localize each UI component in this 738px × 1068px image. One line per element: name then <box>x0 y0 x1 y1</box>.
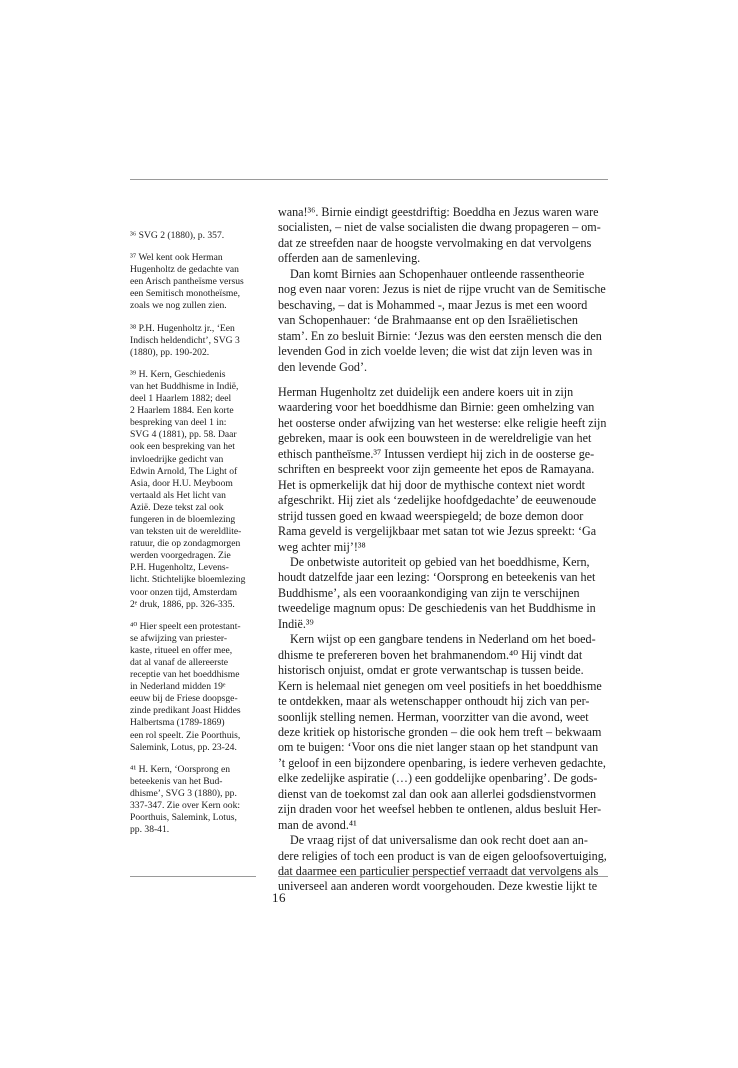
section-gap <box>278 375 610 385</box>
footnote-bottom-rule <box>130 876 256 877</box>
footnote-41: ⁴¹ H. Kern, ‘Oorsprong en beteekenis van het Bud- dhisme’, SVG 3 (1880), pp. 337-347. Zie over Kern ook: Poorthuis, Salemink, Lotus, pp. 38-41. <box>130 763 241 836</box>
footnote-40: ⁴⁰ Hier speelt een protestant- se afwijzing van priester- kaste, ritueel en offer mee, dat al vanaf de allereerste receptie van het boeddhisme in Nederland midden 19ᵉ eeuw bij de Friese doopsge- zinde predikant Joast Hiddes Halbertsma (1789-1869) een rol speelt. Zie Poorthuis, Salemink, Lotus, pp. 23-24. <box>130 620 241 753</box>
footnotes-column <box>130 230 258 846</box>
footnote-38: ³⁸ P.H. Hugenholtz jr., ‘Een Indisch heldendicht’, SVG 3 (1880), pp. 190-202. <box>130 322 240 358</box>
paragraph-herman-hugenholtz: Herman Hugenholtz zet duidelijk een andere koers uit in zijn waardering voor het boeddhisme dan Birnie: geen omhelzing van het oosterse onder afwijzing van het westerse: elke religie heeft zijn gebreken, maar is ook een bouwsteen in de wereldreligie van het ethisch pantheïsme.³⁷ Intussen verdiept hij zich in de oosterse ge- schriften en bespreekt voor zijn gemeente het epos de Ramayana. Het is opmerkelijk dat hij door de mythische context niet wordt afgeschrikt. Hij ziet als ‘zedelijke hoofdgedachte’ de eeuwenoude strijd tussen goed en kwaad weerspiegeld; de boze demon door Rama geveld is vergelijkbaar met satan tot wie Jezus spreekt: ‘Ga weg achter mij’!³⁸ <box>278 384 607 554</box>
page-number: 16 <box>272 890 286 905</box>
footnote-37: ³⁷ Wel kent ook Herman Hugenholtz de gedachte van een Arisch pantheïsme versus een Semitisch monotheïsme, zoals we nog zullen zien. <box>130 252 244 312</box>
paragraph-kern-lecture: De onbetwiste autoriteit op gebied van het boeddhisme, Kern, houdt datzelfde jaar een lezing: ‘Oorsprong en beteekenis van het Buddhisme’, als een vooraankondiging van zijn te verschijnen tweedelige magnum opus: De geschiedenis van het Buddhisme in Indië.³⁹ <box>278 554 596 631</box>
main-text-column <box>278 205 610 895</box>
main-bottom-rule <box>278 876 608 877</box>
top-rule <box>130 179 608 180</box>
footnote-36: ³⁶ SVG 2 (1880), p. 357. <box>130 230 225 241</box>
paragraph-kern-tendency: Kern wijst op een gangbare tendens in Nederland om het boed- dhisme te prefereren boven het brahmanendom.⁴⁰ Hij vindt dat historisch onjuist, omdat er grote verwantschap is tussen beide. Kern is helemaal niet genegen om veel positiefs in het boeddhisme te ontdekken, maar als wetenschapper onthoudt hij zich van per- soonlijk stelling nemen. Herman, voorzitter van die avond, weet deze kritiek op historische gronden – die ook hem treft – bekwaam om te buigen: ‘Voor ons die niet langer staan op het standpunt van ’t geloof in een bijzondere openbaring, is iedere verheven gedachte, elke zedelijke aspiratie (…) een goddelijke openbaring’. De gods- dienst van de toekomst zal dan ook aan allerlei godsdienstvormen zijn draden voor het weefsel hebben te ontlenen, aldus besluit Her- man de avond.⁴¹ <box>278 632 606 832</box>
footnote-39: ³⁹ H. Kern, Geschiedenis van het Buddhisme in Indië, deel 1 Haarlem 1882; deel 2 Haarlem 1884. Een korte bespreking van deel 1 in: SVG 4 (1881), pp. 58. Daar ook een bespreking van het invloedrijke gedicht van Edwin Arnold, The Light of Asia, door H.U. Meyboom vertaald als Het licht van Azië. Deze tekst zal ook fungeren in de bloemlezing van teksten uit de wereldlite- ratuur, die op zondagmorgen werden voorgedragen. Zie P.H. Hugenholtz, Levens- licht. Stichtelijke bloemlezing voor onzen tijd, Amsterdam 2ᵉ druk, 1886, pp. 326-335. <box>130 368 246 610</box>
paragraph-universalism: De vraag rijst of dat universalisme dan ook recht doet aan an- dere religies of toch een product is van de eigen geloofsovertuiging, dat daarmee een particulier perspectief verraadt dat vervolgens als universeel aan anderen wordt voorgehouden. Deze kwestie lijkt te <box>278 833 607 894</box>
paragraph-schopenhauer: Dan komt Birnies aan Schopenhauer ontleende rassentheorie nog even naar voren: Jezus is niet de rijpe vrucht van de Semitische beschaving, – dat is Mohammed -, maar Jezus is met een woord van Schopenhauer: ‘de Brahmaanse ent op den Israëlietischen stam’. En zo besluit Birnie: ‘Jezus was den eersten mensch die den levenden God in zich voelde leven; die wist dat zijn leven was in den levende God’. <box>278 266 606 374</box>
paragraph-birnie-socialists: wana!³⁶. Birnie eindigt geestdriftig: Boeddha en Jezus waren ware socialisten, – niet de valse socialisten die dwang propageren – om- dat ze streefden naar de hoogste vervolmaking en dat vervolgens offerden aan de samenleving. <box>278 205 601 266</box>
